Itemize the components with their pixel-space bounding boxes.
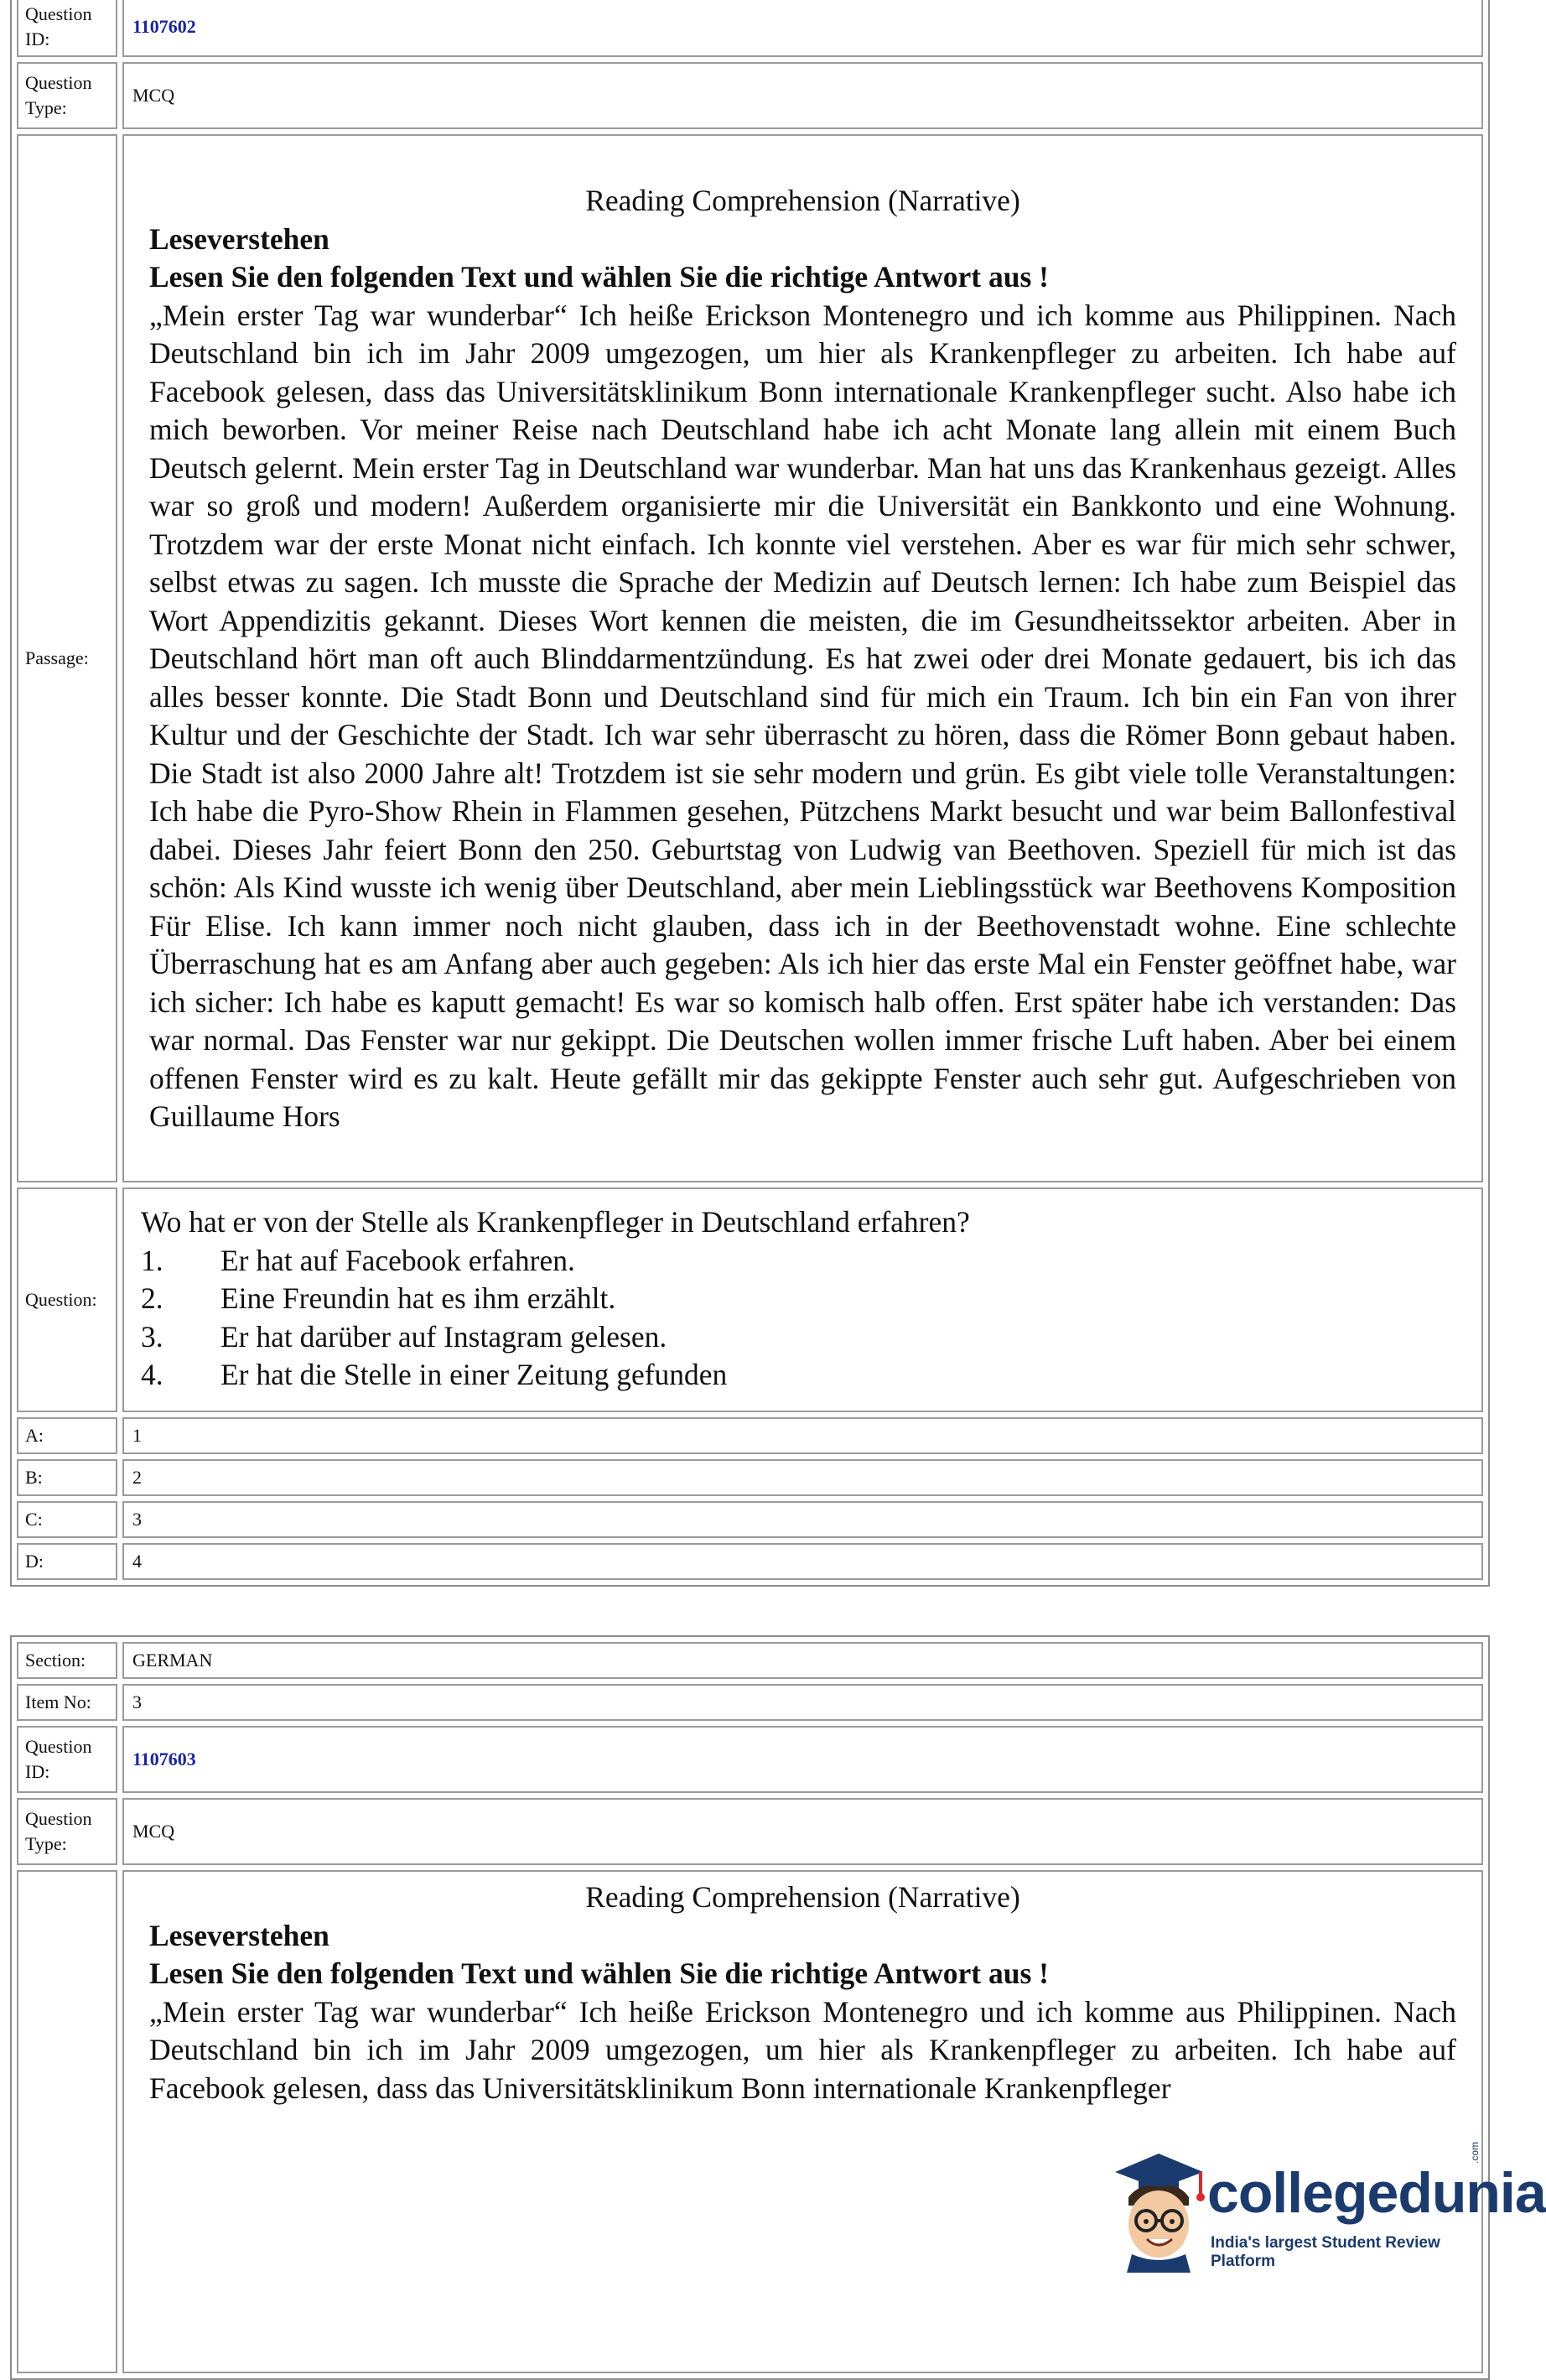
section-label: Section:	[17, 1642, 117, 1679]
question-id-value: 1107603	[122, 1726, 1483, 1793]
option-item-4	[141, 1356, 1461, 1395]
answer-a-value: 1	[122, 1417, 1483, 1454]
option-item-3	[141, 1318, 1461, 1357]
item-no-value: 3	[122, 1684, 1483, 1721]
logo-wordmark: collegedunia	[1207, 2161, 1546, 2225]
option-item-1	[141, 1242, 1461, 1281]
logo-suffix: .com	[1469, 2141, 1481, 2164]
passage-label-empty	[17, 1870, 117, 2373]
passage-text: „Mein erster Tag war wunderbar“ Ich heiße Erickson Montenegro und ich komme aus Philippinen. Nach Deutschland bin ich im Jahr 2009 umgezogen, um hier als Krankenpfleger zu arbeiten. Ich habe auf Facebook gelesen, dass das Universitätsklinikum Bonn internationale Krankenpfleger sucht. Also habe ich mich beworben. Vor meiner Reise nach Deutschland habe ich acht Monate lang allein mit einem Buch Deutsch gelernt. Mein erster Tag in Deutschland war wunderbar. Man hat uns das Krankenhaus gezeigt. Alles war so groß und modern! Außerdem organisierte mir die Universität ein Bankkonto und eine Wohnung. Trotzdem war der erste Monat nicht einfach. Ich konnte viel verstehen. Aber es war für mich sehr schwer, selbst etwas zu sagen. Ich musste die Sprache der Medizin auf Deutsch lernen: Ich habe zum Beispiel das Wort Appendizitis gekannt. Dieses Wort kennen die meisten, die im Gesundheitssektor arbeiten. Aber in Deutschland hört man oft auch Blinddarmentzündung. Es hat zwei oder drei Monate gedauert, bis ich das alles besser konnte. Die Stadt Bonn und Deutschland sind für mich ein Traum. Ich bin ein Fan von ihrer Kultur und der Geschichte der Stadt. Ich war sehr überrascht zu hören, dass die Römer Bonn gebaut haben. Die Stadt ist also 2000 Jahre alt! Trotzdem ist sie sehr modern und grün. Es gibt viele tolle Veranstaltungen: Ich habe die Pyro-Show Rhein in Flammen gesehen, Pützchens Markt besucht und war beim Ballonfestival dabei. Dieses Jahr feiert Bonn den 250. Geburtstag von Ludwig van Beethoven. Speziell für mich ist das schön: Als Kind wusste ich wenig über Deutschland, aber mein Lieblingsstück war Beethovens Komposition Für Elise. Ich kann immer noch nicht glauben, dass ich in der Beethovenstadt wohne. Eine schlechte Überraschung hat es am Anfang aber auch gegeben: Als ich hier das erste Mal ein Fenster geöffnet habe, war ich sicher: Ich habe es kaputt gemacht! Es war so komisch halb offen. Erst später habe ich verstanden: Das war normal. Das Fenster war nur gekippt. Die Deutschen wollen immer frische Luft haben. Aber bei einem offenen Fenster wird es zu kalt. Heute gefällt mir das gekippte Fenster auch sehr gut. Aufgeschrieben von Guillaume Hors	[149, 298, 1456, 1134]
passage-instruction: Lesen Sie den folgenden Text und wählen Sie die richtige Antwort aus !	[149, 260, 1049, 294]
question-type-label: Question Type:	[17, 62, 117, 129]
question-block-2-clip	[0, 1634, 1497, 2115]
answer-d-label: D:	[17, 1543, 117, 1580]
passage-heading: Leseverstehen	[149, 1918, 329, 1952]
answer-a-label: A:	[17, 1417, 117, 1454]
question-text: Wo hat er von der Stelle als Krankenpfleger in Deutschland erfahren?	[141, 1205, 970, 1239]
passage-label: Passage:	[17, 134, 117, 1182]
question-type-value: MCQ	[122, 62, 1483, 129]
section-value: GERMAN	[122, 1642, 1483, 1679]
option-text: Eine Freundin hat es ihm erzählt.	[220, 1281, 616, 1316]
option-text: Er hat die Stelle in einer Zeitung gefunden	[220, 1358, 728, 1392]
option-number: 1.	[141, 1243, 163, 1277]
passage-heading: Leseverstehen	[149, 221, 329, 256]
passage-title: Reading Comprehension (Narrative)	[585, 1880, 1020, 1914]
passage-cell	[122, 1870, 1483, 2373]
answer-d-value: 4	[122, 1543, 1483, 1580]
option-number: 4.	[141, 1358, 163, 1392]
option-number: 2.	[141, 1281, 163, 1316]
question-label: Question:	[17, 1187, 117, 1412]
option-text: Er hat darüber auf Instagram gelesen.	[220, 1319, 667, 1354]
option-text: Er hat auf Facebook erfahren.	[220, 1243, 575, 1277]
passage-cell	[122, 134, 1483, 1182]
passage-title: Reading Comprehension (Narrative)	[585, 184, 1020, 218]
collegedunia-logo[interactable]	[1107, 2141, 1546, 2273]
answer-c-value: 3	[122, 1501, 1483, 1538]
passage-text: „Mein erster Tag war wunderbar“ Ich heiße Erickson Montenegro und ich komme aus Philippinen. Nach Deutschland bin ich im Jahr 2009 umgezogen, um hier als Krankenpfleger zu arbeiten. Ich habe auf Facebook gelesen, dass das Universitätsklinikum Bonn internationale Krankenpfleger	[149, 1994, 1456, 2105]
student-mascot-icon	[1107, 2147, 1211, 2273]
answer-c-label: C:	[17, 1501, 117, 1538]
question-id-label: Question ID:	[17, 1726, 117, 1793]
question-id-value: 1107602	[122, 0, 1483, 57]
question-type-label: Question Type:	[17, 1798, 117, 1865]
answer-b-value: 2	[122, 1459, 1483, 1496]
item-no-label: Item No:	[17, 1684, 117, 1721]
passage-instruction: Lesen Sie den folgenden Text und wählen Sie die richtige Antwort aus !	[149, 1956, 1049, 1990]
question-cell	[122, 1187, 1483, 1412]
question-type-value: MCQ	[122, 1798, 1483, 1865]
question-block-1	[10, 0, 1490, 1587]
option-number: 3.	[141, 1319, 163, 1354]
question-id-label: Question ID:	[17, 0, 117, 57]
logo-tagline: India's largest Student Review Platform	[1211, 2234, 1440, 2270]
answer-b-label: B:	[17, 1459, 117, 1496]
option-item-2	[141, 1280, 1461, 1318]
